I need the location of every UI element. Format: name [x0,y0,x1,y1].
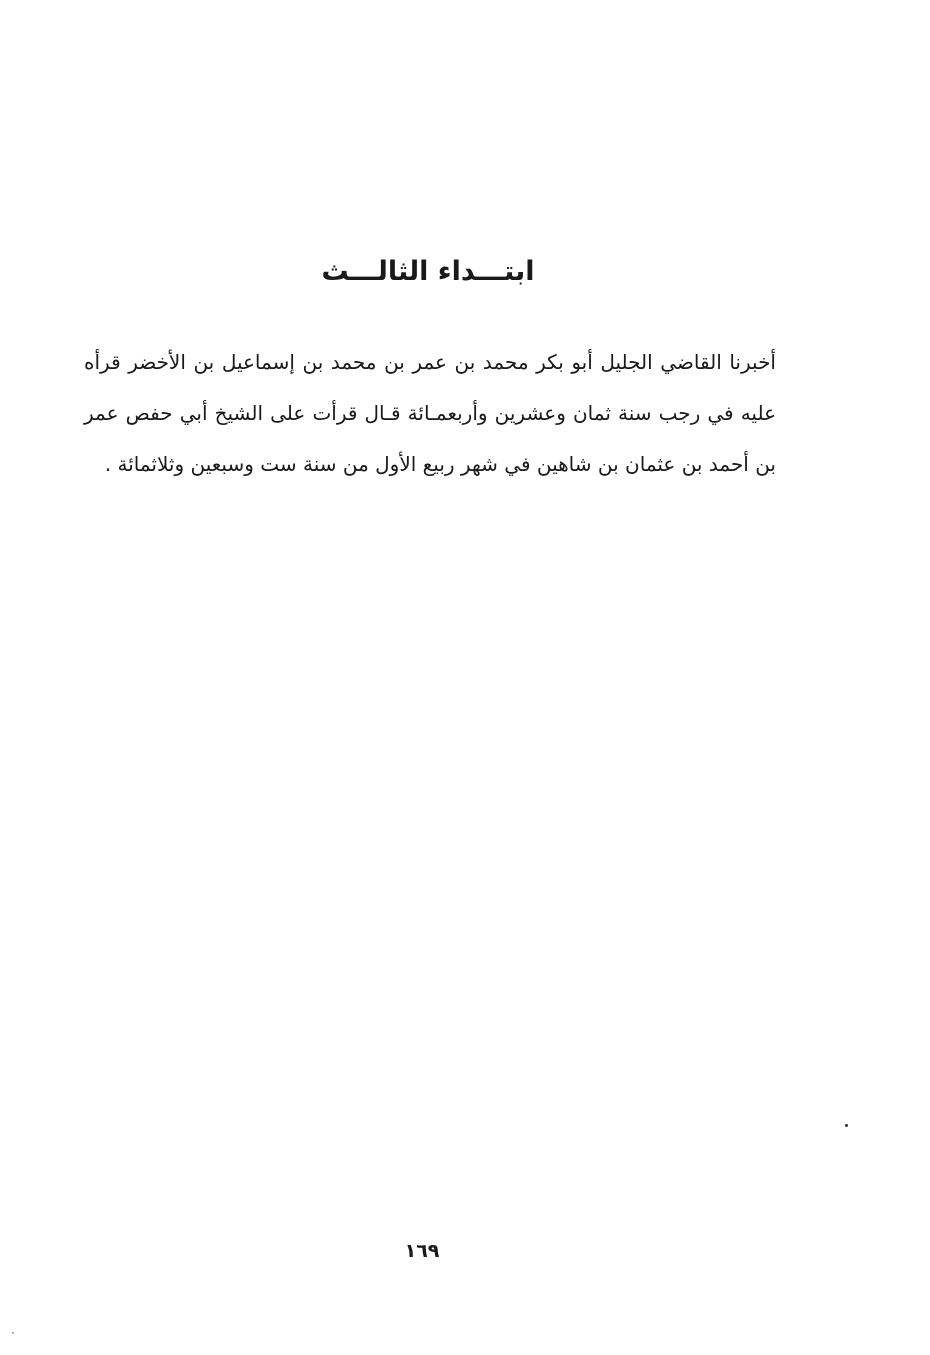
scan-speck [845,1124,848,1127]
scan-speck [12,1332,14,1334]
page-number: ١٦٩ [404,1240,440,1262]
section-heading: ابتـــداء الثالـــث [321,256,535,287]
body-paragraph: أخبرنا القاضي الجليل أبو بكر محمد بن عمر بن محمد بن إسماعيل بن الأخضر قرأه عليه في رجب سنة ثمان وعشرين وأربعمـائة قـال قرأت على الشيخ أبي حفص عمر بن أحمد بن عثمان بن شاهين في شهر ربيع الأول من سنة ست وسبعين وثلاثمائة . [84,350,776,476]
